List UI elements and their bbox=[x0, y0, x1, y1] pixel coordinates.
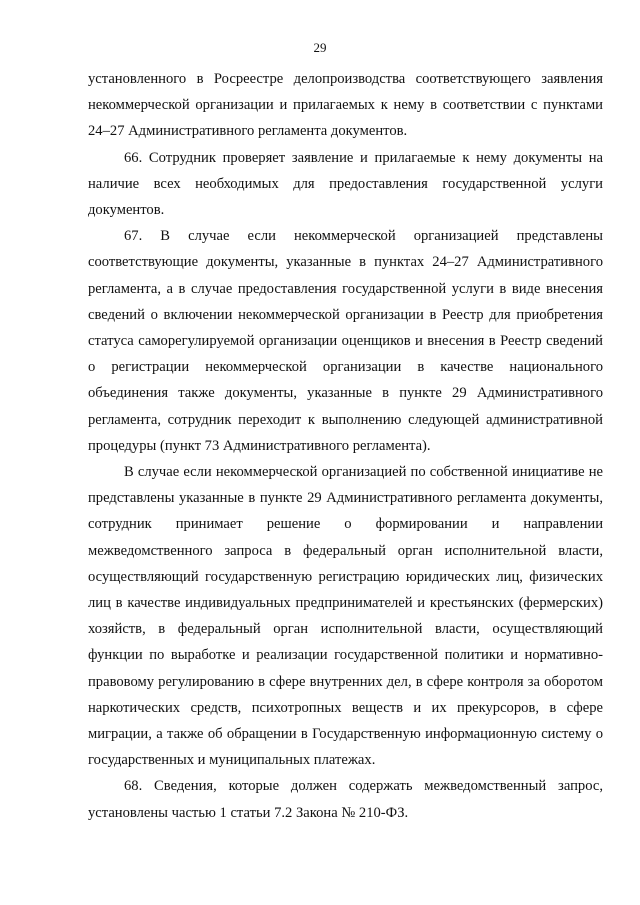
document-body bbox=[88, 66, 603, 826]
paragraph-67: 67. В случае если некоммерческой организацией представлены соответствующие документы, указанные в пунктах 24–27 Административного регламента, а в случае предоставления государственной услуги в виде внесения сведений о включении некоммерческой организации в Реестр для приобретения статуса саморегулируемой организации оценщиков и внесения в Реестр сведений о регистрации некоммерческой организации в качестве национального объединения также документы, указанные в пункте 29 Административного регламента, сотрудник переходит к выполнению следующей административной процедуры (пункт 73 Административного регламента). bbox=[88, 228, 603, 454]
paragraph-67-continued: В случае если некоммерческой организацией по собственной инициативе не представлены указанные в пункте 29 Административного регламента документы, сотрудник принимает решение о формировании и направлении межведомственного запроса в федеральный орган исполнительной власти, осуществляющий государственную регистрацию юридических лиц, физических лиц в качестве индивидуальных предпринимателей и крестьянских (фермерских) хозяйств, в федеральный орган исполнительной власти, осуществляющий функции по выработке и реализации государственной политики и нормативно-правовому регулированию в сфере внутренних дел, в сфере контроля за оборотом наркотических средств, психотропных веществ и их прекурсоров, в сфере миграции, а также об обращении в Государственную информационную систему о государственных и муниципальных платежах. bbox=[88, 464, 603, 769]
paragraph-continuation: установленного в Росреестре делопроизводства соответствующего заявления некоммерческой организации и прилагаемых к нему в соответствии с пунктами 24–27 Административного регламента документов. bbox=[88, 71, 603, 140]
paragraph-68: 68. Сведения, которые должен содержать межведомственный запрос, установлены частью 1 статьи 7.2 Закона № 210-ФЗ. bbox=[88, 778, 603, 821]
page-number: 29 bbox=[313, 40, 327, 55]
paragraph-66: 66. Сотрудник проверяет заявление и прилагаемые к нему документы на наличие всех необходимых для предоставления государственной услуги документов. bbox=[88, 149, 603, 219]
